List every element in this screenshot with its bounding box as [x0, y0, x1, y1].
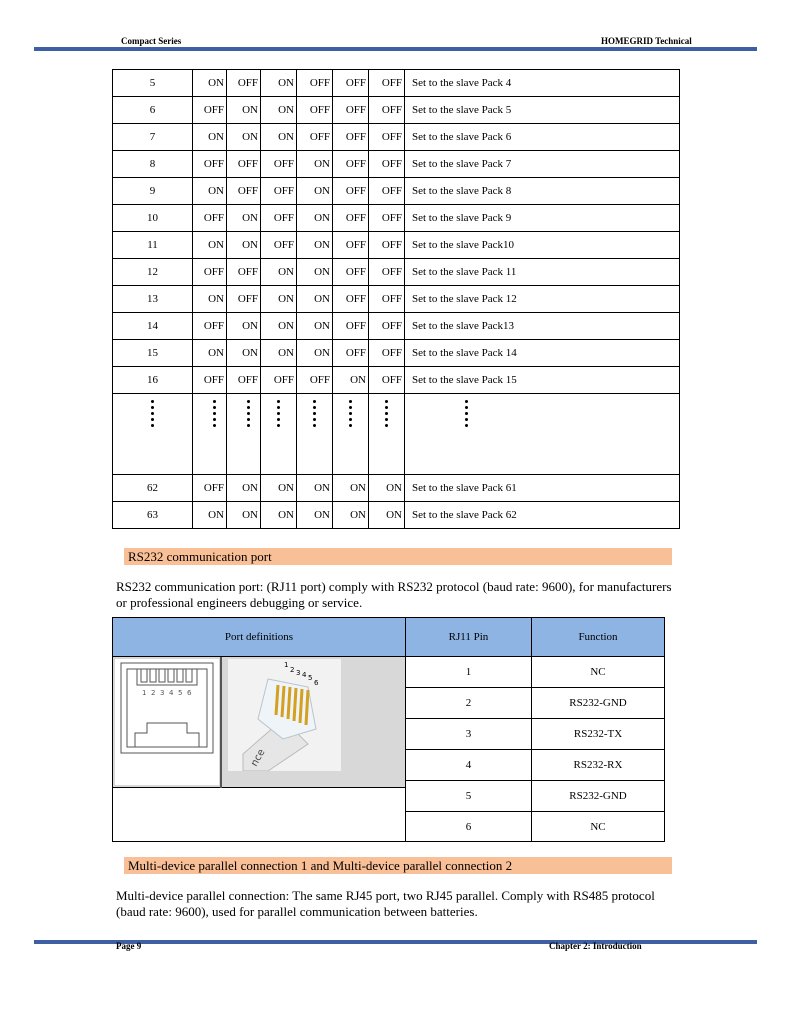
switch-2-cell: OFF	[227, 286, 261, 313]
pin-number: 1	[406, 657, 532, 687]
description-cell: Set to the slave Pack 5	[405, 97, 680, 124]
description-cell: Set to the slave Pack 15	[405, 367, 680, 394]
address-cell: 15	[113, 340, 193, 367]
address-cell: 8	[113, 151, 193, 178]
switch-5-cell: OFF	[333, 70, 369, 97]
col-rj11-pin: RJ11 Pin	[406, 618, 532, 657]
vertical-ellipsis-icon	[247, 394, 250, 430]
switch-1-cell: OFF	[193, 313, 227, 340]
switch-3-cell: ON	[261, 502, 297, 529]
table-row	[113, 259, 680, 286]
address-cell: 9	[113, 178, 193, 205]
address-cell: 12	[113, 259, 193, 286]
description-cell: Set to the slave Pack 6	[405, 124, 680, 151]
switch-2-cell: ON	[227, 232, 261, 259]
table-row	[113, 178, 680, 205]
switch-5-cell: OFF	[333, 178, 369, 205]
description-cell: Set to the slave Pack 7	[405, 151, 680, 178]
vertical-ellipsis-icon	[277, 394, 280, 430]
table-row	[113, 340, 680, 367]
description-cell: Set to the slave Pack 11	[405, 259, 680, 286]
plug-pin-label: 2	[290, 666, 295, 674]
switch-3-cell: OFF	[261, 178, 297, 205]
col-port-definitions: Port definitions	[113, 618, 406, 657]
switch-1-cell: ON	[193, 502, 227, 529]
rj11-table	[112, 617, 665, 842]
pin-row	[406, 812, 664, 843]
table-row	[113, 313, 680, 340]
pin-number: 2	[406, 688, 532, 718]
pin-number: 5	[406, 781, 532, 811]
switch-3-cell: OFF	[261, 151, 297, 178]
switch-4-cell: ON	[297, 178, 333, 205]
table-row	[113, 475, 680, 502]
address-cell: 63	[113, 502, 193, 529]
pin-row	[406, 657, 664, 688]
socket-pin-label: 3	[160, 689, 165, 697]
switch-1-cell: ON	[193, 70, 227, 97]
ellipsis-cell	[369, 394, 405, 475]
switch-5-cell: OFF	[333, 286, 369, 313]
description-cell: Set to the slave Pack 4	[405, 70, 680, 97]
rj11-socket-diagram	[115, 659, 219, 785]
switch-5-cell: OFF	[333, 97, 369, 124]
ellipsis-cell	[297, 394, 333, 475]
switch-5-cell: OFF	[333, 232, 369, 259]
switch-6-cell: OFF	[369, 97, 405, 124]
switch-3-cell: OFF	[261, 367, 297, 394]
pin-function: RS232-RX	[573, 759, 623, 771]
switch-6-cell: OFF	[369, 178, 405, 205]
socket-pin-label: 5	[178, 689, 183, 697]
ellipsis-cell	[333, 394, 369, 475]
switch-1-cell: OFF	[193, 205, 227, 232]
switch-4-cell: ON	[297, 502, 333, 529]
vertical-ellipsis-icon	[385, 394, 388, 430]
switch-1-cell: OFF	[193, 259, 227, 286]
switch-4-cell: ON	[297, 340, 333, 367]
rs232-paragraph: RS232 communication port: (RJ11 port) comply with RS232 protocol (baud rate: 9600), for manufacturers or professional engineers debugging or service.	[116, 579, 672, 610]
address-cell: 7	[113, 124, 193, 151]
switch-1-cell: ON	[193, 232, 227, 259]
address-cell: 5	[113, 70, 193, 97]
pin-number: 6	[406, 812, 532, 842]
vertical-ellipsis-icon	[151, 394, 154, 430]
table-row	[113, 367, 680, 394]
footer-right: Chapter 2: Introduction	[549, 941, 642, 951]
switch-3-cell: ON	[261, 286, 297, 313]
switch-6-cell: OFF	[369, 259, 405, 286]
switch-5-cell: ON	[333, 475, 369, 502]
switch-2-cell: ON	[227, 313, 261, 340]
pin-function: RS232-GND	[569, 697, 627, 709]
address-cell: 10	[113, 205, 193, 232]
switch-2-cell: ON	[227, 97, 261, 124]
footer-rule	[34, 940, 757, 944]
switch-3-cell: OFF	[261, 205, 297, 232]
description-cell: Set to the slave Pack13	[405, 313, 680, 340]
table-row	[113, 70, 680, 97]
switch-2-cell: OFF	[227, 259, 261, 286]
parallel-heading: Multi-device parallel connection 1 and Multi-device parallel connection 2	[124, 857, 672, 874]
description-cell: Set to the slave Pack 62	[405, 502, 680, 529]
pin-row	[406, 781, 664, 812]
ellipsis-cell	[113, 394, 193, 475]
pin-function: NC	[590, 821, 606, 833]
col-function: Function	[532, 618, 664, 657]
switch-6-cell: OFF	[369, 232, 405, 259]
switch-5-cell: OFF	[333, 151, 369, 178]
plug-pin-label: 5	[308, 674, 313, 682]
port-images-cell	[113, 657, 406, 788]
ellipsis-cell	[405, 394, 680, 475]
switch-5-cell: ON	[333, 367, 369, 394]
rs232-heading: RS232 communication port	[124, 548, 672, 565]
description-cell: Set to the slave Pack 14	[405, 340, 680, 367]
vertical-ellipsis-icon	[465, 394, 468, 430]
pin-function: RS232-GND	[569, 790, 627, 802]
description-cell: Set to the slave Pack10	[405, 232, 680, 259]
switch-5-cell: OFF	[333, 340, 369, 367]
switch-6-cell: OFF	[369, 367, 405, 394]
vertical-ellipsis-icon	[213, 394, 216, 430]
switch-1-cell: OFF	[193, 475, 227, 502]
switch-3-cell: OFF	[261, 232, 297, 259]
header-left: Compact Series	[121, 36, 182, 46]
switch-4-cell: ON	[297, 313, 333, 340]
dip-switch-table	[112, 69, 680, 529]
plug-pin-label: 1	[284, 661, 289, 669]
switch-6-cell: OFF	[369, 205, 405, 232]
pin-row	[406, 688, 664, 719]
switch-5-cell: OFF	[333, 205, 369, 232]
switch-4-cell: ON	[297, 151, 333, 178]
socket-pin-label: 2	[151, 689, 156, 697]
switch-4-cell: ON	[297, 286, 333, 313]
switch-5-cell: OFF	[333, 259, 369, 286]
switch-6-cell: OFF	[369, 313, 405, 340]
switch-4-cell: OFF	[297, 124, 333, 151]
header-right: HOMEGRID Technical	[601, 36, 692, 46]
switch-3-cell: ON	[261, 313, 297, 340]
switch-2-cell: OFF	[227, 70, 261, 97]
switch-4-cell: ON	[297, 232, 333, 259]
socket-pin-label: 1	[142, 689, 147, 697]
switch-1-cell: ON	[193, 178, 227, 205]
blank-cell	[113, 788, 406, 841]
table-row	[113, 502, 680, 529]
switch-3-cell: ON	[261, 70, 297, 97]
switch-6-cell: OFF	[369, 151, 405, 178]
switch-4-cell: ON	[297, 259, 333, 286]
table-row	[113, 232, 680, 259]
ellipsis-cell	[261, 394, 297, 475]
switch-4-cell: OFF	[297, 97, 333, 124]
switch-2-cell: ON	[227, 205, 261, 232]
table-row	[113, 286, 680, 313]
pin-number: 4	[406, 750, 532, 780]
description-cell: Set to the slave Pack 9	[405, 205, 680, 232]
switch-5-cell: ON	[333, 502, 369, 529]
plug-pin-label: 6	[314, 679, 319, 687]
ellipsis-cell	[193, 394, 227, 475]
switch-3-cell: ON	[261, 475, 297, 502]
switch-4-cell: OFF	[297, 367, 333, 394]
plug-cable-text: nce	[249, 747, 268, 769]
switch-1-cell: ON	[193, 124, 227, 151]
switch-3-cell: ON	[261, 340, 297, 367]
switch-5-cell: OFF	[333, 124, 369, 151]
pin-row	[406, 719, 664, 750]
address-cell: 11	[113, 232, 193, 259]
plug-pin-label: 3	[296, 669, 301, 677]
switch-3-cell: ON	[261, 259, 297, 286]
header-rule	[34, 47, 757, 51]
socket-pin-label: 4	[169, 689, 174, 697]
switch-4-cell: ON	[297, 475, 333, 502]
description-cell: Set to the slave Pack 61	[405, 475, 680, 502]
vertical-ellipsis-icon	[313, 394, 316, 430]
switch-1-cell: OFF	[193, 151, 227, 178]
rj11-plug-photo	[228, 659, 341, 771]
plug-pin-label: 4	[302, 671, 307, 679]
table-row	[113, 151, 680, 178]
address-cell: 13	[113, 286, 193, 313]
switch-6-cell: OFF	[369, 70, 405, 97]
switch-2-cell: ON	[227, 475, 261, 502]
pin-function: NC	[590, 666, 606, 678]
switch-3-cell: ON	[261, 97, 297, 124]
switch-4-cell: ON	[297, 205, 333, 232]
switch-2-cell: OFF	[227, 367, 261, 394]
switch-2-cell: OFF	[227, 151, 261, 178]
switch-1-cell: OFF	[193, 367, 227, 394]
description-cell: Set to the slave Pack 8	[405, 178, 680, 205]
table-row	[113, 97, 680, 124]
switch-3-cell: ON	[261, 124, 297, 151]
table-row	[113, 205, 680, 232]
pin-row	[406, 750, 664, 781]
ellipsis-cell	[227, 394, 261, 475]
pin-number: 3	[406, 719, 532, 749]
parallel-paragraph: Multi-device parallel connection: The same RJ45 port, two RJ45 parallel. Comply with RS485 protocol (baud rate: 9600), used for parallel communication between batteries.	[116, 888, 655, 919]
switch-6-cell: ON	[369, 502, 405, 529]
table-row	[113, 124, 680, 151]
switch-1-cell: ON	[193, 340, 227, 367]
switch-2-cell: ON	[227, 124, 261, 151]
switch-2-cell: ON	[227, 340, 261, 367]
switch-2-cell: ON	[227, 502, 261, 529]
address-cell: 16	[113, 367, 193, 394]
switch-1-cell: OFF	[193, 97, 227, 124]
switch-6-cell: OFF	[369, 340, 405, 367]
footer-left: Page 9	[116, 941, 142, 951]
switch-6-cell: ON	[369, 475, 405, 502]
switch-6-cell: OFF	[369, 286, 405, 313]
ellipsis-row	[113, 394, 680, 475]
switch-5-cell: OFF	[333, 313, 369, 340]
socket-pin-label: 6	[187, 689, 192, 697]
switch-1-cell: ON	[193, 286, 227, 313]
address-cell: 6	[113, 97, 193, 124]
vertical-ellipsis-icon	[349, 394, 352, 430]
switch-6-cell: OFF	[369, 124, 405, 151]
switch-4-cell: OFF	[297, 70, 333, 97]
address-cell: 62	[113, 475, 193, 502]
description-cell: Set to the slave Pack 12	[405, 286, 680, 313]
address-cell: 14	[113, 313, 193, 340]
pin-function: RS232-TX	[573, 728, 623, 740]
switch-2-cell: OFF	[227, 178, 261, 205]
